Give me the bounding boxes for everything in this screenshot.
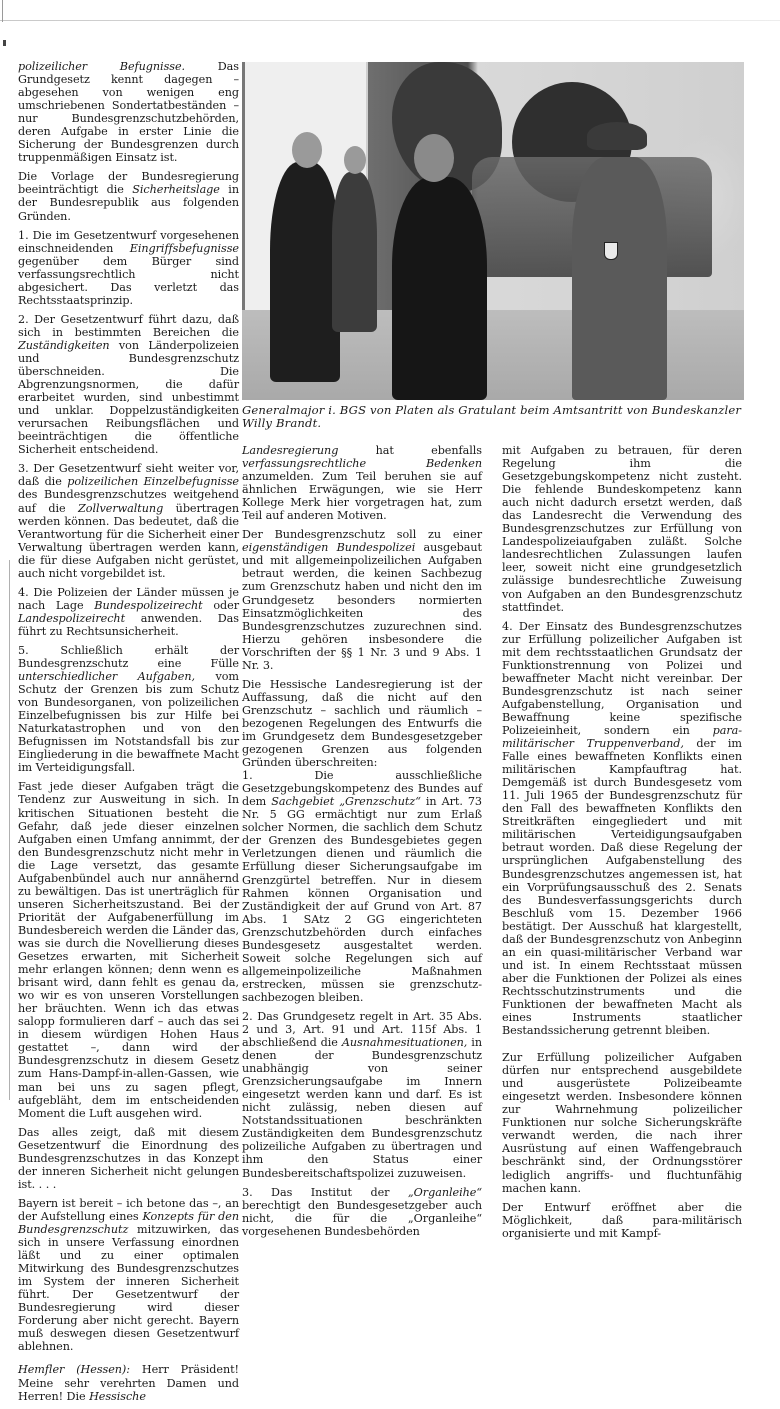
italic-term: Zuständigkeiten — [18, 338, 110, 352]
italic-term: Ausnahmesituationen, — [341, 1036, 468, 1050]
eagle-badge-icon — [604, 242, 618, 260]
text-run: der im Falle eines bewaffneten Konflikts einen militärischen Kampfauftrag hat. Demgemäß ist durch Bundesgesetz vom 11. Juli 1965 der Bundesgrenzschutz für den Fall des bewaffneten Konflikts den Streitkräften eingegliedert und mit militärischen Verteidigungsaufgaben betraut worden. Daß diese Regelung der ursprünglichen Aufgabenstellung des Bundesgrenzschutzes angemessen ist, hat ein Vorprüfungsausschuß des 2. Senats des Bundesverfassungsgerichts durch Beschluß vom 15. Dezember 1966 bestätigt. Der Ausschuß hat klargestellt, daß der Bundesgrenzschutz von Anbeginn an ein quasi-militärischer Verband war und ist. In einem Rechtsstaat müssen aber die Funktionen der Polizei als eines Rechtsschutzinstruments und die Funktionen der bewaffneten Macht als eines Instruments staatlicher Bestandssicherung getrennt bleiben. — [502, 737, 742, 1038]
paragraph — [18, 1197, 239, 1354]
text-run: Das Grundgesetz kennt dagegen – abgesehen von wenigen eng umschriebenen Sondertatbeständen – nur Bundesgrenzschutzbehörden, deren Aufgabe in erster Linie die Sicherung der Bundesgrenzen durch truppenmäßigen Einsatz ist. — [18, 60, 239, 165]
text-run: hat ebenfalls — [338, 444, 482, 457]
paragraph — [242, 528, 482, 672]
paragraph — [242, 444, 482, 522]
speaker-paragraph — [18, 1363, 239, 1402]
numbered-point-1 — [242, 769, 482, 1004]
text-run: berechtigt den Bundesgesetzgeber auch nicht, die für die „Organleihe“ vorgesehenen Bundesbehörden — [242, 1198, 482, 1238]
italic-term: Sicherheitslage — [132, 183, 220, 197]
text-run: übertragen werden können. Das bedeutet, daß die Verantwortung für die Sicherheit einer Verwaltung übertragen werden kann, die für diese Aufgaben nicht gerüstet, auch nicht vorgebildet ist. — [18, 501, 239, 580]
italic-term: Sachgebiet „Grenzschutz“ — [271, 795, 421, 809]
numbered-point-4 — [18, 586, 239, 638]
text-run: gegenüber dem Bürger sind verfassungsrechtlich nicht abgesichert. Das verletzt das Rechtsstaatsprinzip. — [18, 254, 239, 307]
paragraph: Zur Erfüllung polizeilicher Aufgaben dürfen nur entsprechend ausgebildete und ausgerüstete Polizeibeamte eingesetzt werden. Insbesondere können zur Wahrnehmung polizeilicher Funktionen nur solche Sicherungskräfte verwandt werden, die nach ihrer Ausrüstung auf einen Waffengebrauch beschränkt sind, der Ordnungsstörer lediglich angriffs- und fluchtunfähig machen kann. — [502, 1051, 742, 1195]
text-run: 4. Die Polizeien der Länder müssen je nach Lage — [18, 585, 239, 612]
text-run: mitzuwirken, das sich in unsere Verfassung einordnen läßt und zu einer optimalen Mitwirkung des Bundesgrenzschutzes im System der inneren Sicherheit führt. Der Gesetzentwurf der Bundesregierung wird dieser Forderung aber nicht gerecht. Bayern muß deswegen diesen Gesetzentwurf ablehnen. — [18, 1222, 239, 1354]
photo-officer — [572, 157, 667, 400]
paragraph — [18, 170, 239, 222]
paragraph — [18, 60, 239, 164]
text-run: von Länderpolizeien und Bundesgrenzschutz überschneiden. Die Abgrenzungsnormen, die dafür erarbeitet wurden, sind unbestimmt und unklar. Doppelzuständigkeiten verursachen Reibungsflächen und beeinträchtigen die öffentliche Sicherheit entscheidend. — [18, 338, 239, 457]
numbered-point-1 — [18, 229, 239, 307]
italic-term: Bundespolizeirecht — [94, 598, 203, 612]
text-run: Herr Präsident! Meine sehr verehrten Damen und Herren! Die — [18, 1363, 239, 1403]
italic-term: polizeilichen Einzelbefugnisse — [67, 475, 239, 489]
numbered-point-2 — [242, 1010, 482, 1180]
photo-man-second — [332, 172, 377, 332]
text-run: 3. Der Gesetzentwurf sieht weiter vor, daß die — [18, 462, 239, 489]
italic-term: polizeilicher Befugnisse. — [18, 60, 186, 73]
text-run: in Art. 73 Nr. 5 GG ermächtigt nur zum Erlaß solcher Normen, die sachlich dem Schutz der Grenzen des Bundesgebietes gegen Verletzungen dienen und räumlich die Erfüllung dieser Sicherungsaufgabe im Grenzgürtel betreffen. Nur in diesem Rahmen können Organisation und Zuständigkeit der auf Grund von Art. 87 Abs. 1 SAtz 2 GG eingerichteten Grenzschutzbehörden durch einfaches Bundesgesetz ausgestaltet werden. Soweit solche Regelungen sich auf allgemeinpolizeiliche Maßnahmen erstrecken, müssen sie grenzschutz-sachbezogen bleiben. — [242, 795, 482, 1004]
photo-chancellor — [392, 177, 487, 400]
middle-text-column — [242, 444, 482, 1244]
text-run: anzumelden. Zum Teil beruhen sie auf ähnlichen Erwägungen, wie sie Herr Kollege Merk hier vorgetragen hat, zum Teil auf anderen Motiven. — [242, 470, 482, 523]
photo-head — [292, 132, 322, 168]
italic-term: unterschiedlicher Aufgaben, — [18, 670, 196, 684]
text-run: des Bundesgrenzschutzes weitgehend auf die — [18, 488, 239, 515]
paragraph: Die Hessische Landesregierung ist der Auffassung, daß die nicht auf den Grenzschutz – sachlich und räumlich – bezogenen Regelungen des Entwurfs die im Grundgesetz dem Bundesgesetzgeber gezogenen Grenzen aus folgenden Gründen überschreiten: — [242, 677, 482, 770]
speaker-name: Hemfler (Hessen): — [18, 1363, 130, 1377]
text-run: ausgebaut und mit allgemeinpolizeilichen Aufgaben betraut werden, die keinen Sachbezug zum Grenzschutz haben und nicht den im Grundgesetz besonders normierten Einsatzmöglichkeiten des Bundesgrenzschutzes zuzurechnen sind. Hierzu gehören insbesondere die Vorschriften der §§ 1 Nr. 3 und 9 Abs. 1 Nr. 3. — [242, 541, 482, 672]
italic-term: Landespolizeirecht — [18, 611, 126, 625]
numbered-point-5 — [18, 644, 239, 774]
right-text-column — [502, 444, 742, 1246]
text-run: Der Bundesgrenzschutz soll zu einer — [242, 528, 482, 542]
italic-term: verfassungsrechtliche Bedenken — [242, 457, 482, 471]
italic-term: Landesregierung — [242, 444, 339, 457]
photo-head — [414, 134, 454, 182]
text-run: vom Schutz der Grenzen bis zum Schutz von Bundesorganen, von polizeilichen Einzelbefugnissen bis zur Hilfe bei Naturkatastrophen und von den Befugnissen im Notstandsfall bis zur Eingliederung in die bewaffnete Macht im Verteidigungsfall. — [18, 670, 239, 775]
text-run: 1. Die ausschließliche Gesetzgebungskompetenz des Bundes auf dem — [242, 769, 482, 809]
photo-caption: Generalmajor i. BGS von Platen als Gratulant beim Amtsantritt von Bundeskanzler Willy Brandt. — [242, 403, 742, 431]
text-run: 4. Der Einsatz des Bundesgrenzschutzes zur Erfüllung polizeilicher Aufgaben ist mit dem rechtsstaatlichen Grundsatz der Funktionstrennung von Polizei und bewaffneter Macht nicht vereinbar. Der Bundesgrenzschutz ist nach seiner Aufgabenstellung, Organisation und Bewaffnung keine spezifische Polizeieinheit, sondern ein — [502, 619, 742, 737]
photo-officer-cap — [587, 122, 647, 150]
text-run: 1. Die im Gesetzentwurf vorgesehenen einschneidenden — [18, 228, 239, 255]
text-run: oder — [202, 598, 240, 612]
scan-corner-mark — [2, 0, 3, 22]
numbered-point-2 — [18, 313, 239, 457]
text-run: 2. Das Grundgesetz regelt in Art. 35 Abs. 2 und 3, Art. 91 und Art. 115f Abs. 1 abschließend die — [242, 1009, 482, 1050]
news-photograph — [242, 62, 744, 400]
photo-door-frame — [242, 62, 245, 322]
text-run: 2. Der Gesetzentwurf führt dazu, daß sich in bestimmten Bereichen die — [18, 312, 239, 339]
italic-term: para-militärischer Truppenverband, — [502, 723, 742, 751]
italic-term: Eingriffsbefugnisse — [129, 241, 239, 255]
numbered-point-3 — [18, 462, 239, 579]
text-run: in der Bundesrepublik aus folgenden Gründen. — [18, 183, 239, 223]
italic-term: „Organleihe“ — [407, 1185, 482, 1199]
italic-term: Konzepts für den Bundesgrenzschutz — [18, 1209, 240, 1236]
photo-man-left — [270, 162, 340, 382]
paragraph: Der Entwurf eröffnet aber die Möglichkeit, daß para-militärisch organisierte und mit Kampf- — [502, 1200, 742, 1240]
italic-term: eigenständigen Bundespolizei — [242, 541, 416, 555]
photo-head — [344, 146, 366, 174]
text-run: 5. Schließlich erhält der Bundesgrenzschutz eine Fülle — [18, 643, 239, 671]
italic-term: Hessische — [89, 1389, 146, 1403]
paragraph: Das alles zeigt, daß mit diesem Gesetzentwurf die Einordnung des Bundesgrenzschutzes in das Konzept der inneren Sicherheit nicht gelungen ist. . . . — [18, 1125, 239, 1191]
text-run: Die Vorlage der Bundesregierung beeinträchtigt die — [18, 170, 239, 197]
text-run: 3. Das Institut der — [242, 1185, 408, 1199]
scan-speck — [3, 40, 6, 46]
italic-term: Zollverwaltung — [78, 501, 164, 515]
page-binding-edge — [9, 560, 10, 1100]
text-run: anwenden. Das führt zu Rechtsunsicherheit. — [18, 611, 239, 638]
left-text-column — [18, 60, 239, 1409]
scan-edge-line — [0, 20, 780, 21]
text-run: Bayern ist bereit – ich betone das –, an der Aufstellung eines — [18, 1196, 239, 1223]
numbered-point-3 — [242, 1186, 482, 1238]
paragraph: Fast jede dieser Aufgaben trägt die Tendenz zur Ausweitung in sich. In kritischen Situationen besteht die Gefahr, daß jede dieser einzelnen Aufgaben einen Umfang annimmt, der den Bundesgrenzschutz nicht mehr in die Lage versetzt, das gesamte Aufgabenbündel auch nur annähernd zu bewältigen. Das ist unerträglich für unseren Sicherheitszustand. Bei der Priorität der Aufgabenerfüllung im Bundesbereich werden die Länder das, was sie durch die Novellierung dieses Gesetzes erwarten, mit Sicherheit mehr erlangen können; denn wenn es brisant wird, dann fehlt es genau da, wo wir es von unseren Vorstellungen her bräuchten. Wenn ich das etwas salopp formulieren darf – auch das sei in diesem würdigen Hohen Haus gestattet –, dann wird der Bundesgrenzschutz in diesem Gesetz zum Hans-Dampf-in-allen-Gassen, wie man bei uns zu sagen pflegt, aufgebläht, dem im entscheidenden Moment die Luft ausgehen wird. — [18, 780, 239, 1120]
numbered-point-4 — [502, 620, 742, 1038]
paragraph: mit Aufgaben zu betrauen, für deren Regelung ihm die Gesetzgebungskompetenz nicht zusteht. Die fehlende Bundeskompetenz kann auch nicht dadurch ersetzt werden, daß das Landesrecht die Verwendung des Bundesgrenzschutzes zur Erfüllung von Landespolizeiaufgaben zuläßt. Solche landesrechtlichen Zulassungen laufen leer, soweit nicht eine grundgesetzlich zulässige bundesrechtliche Zuweisung von Aufgaben an den Bundesgrenzschutz stattfindet. — [502, 444, 742, 614]
text-run: in denen der Bundesgrenzschutz unabhängig von seiner Grenzsicherungsaufgabe im Innern eingesetzt werden kann und darf. Es ist nicht zulässig, neben diesen auf Notstandssituationen beschränkten Zuständigkeiten dem Bundesgrenzschutz polizeiliche Aufgaben zu übertragen und ihm den Status einer Bundesbereitschaftspolizei zuzuweisen. — [242, 1036, 482, 1180]
